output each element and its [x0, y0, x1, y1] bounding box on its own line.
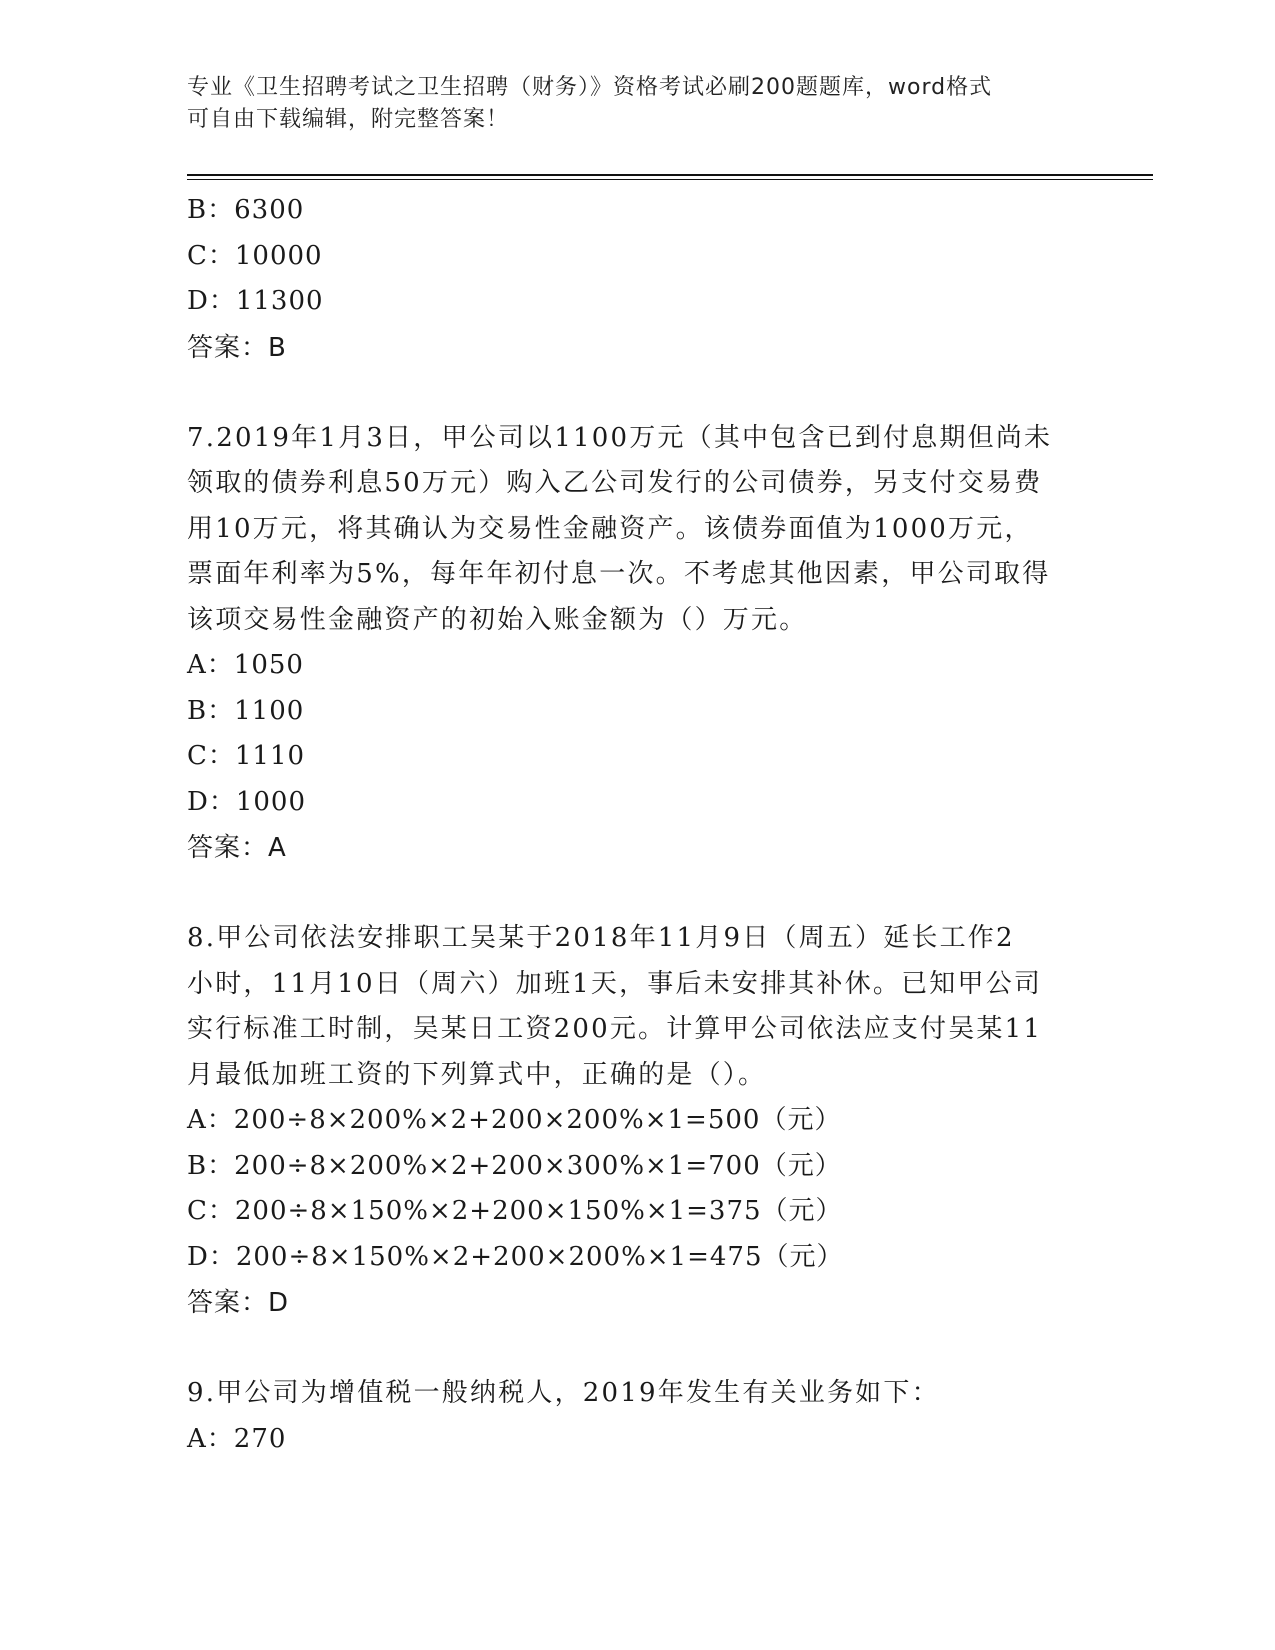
option-c: C：200÷8×150%×2+200×150%×1=375（元） [187, 1196, 843, 1226]
header-rule-thin [187, 179, 1153, 180]
question-9 [187, 1371, 1087, 1462]
option-a: A：270 [187, 1423, 287, 1454]
question-stem [187, 1371, 1087, 1417]
question-list [187, 188, 1087, 1462]
answer-line: 答案：B [187, 332, 287, 363]
header-rule-thick [187, 174, 1153, 176]
option-b: B：200÷8×200%×2+200×300%×1=700（元） [187, 1150, 842, 1181]
question-6-tail [187, 188, 1087, 371]
question-gap [187, 871, 1087, 916]
header-line-1: 专业《卫生招聘考试之卫生招聘（财务）》资格考试必刷200题题库，word格式 [187, 75, 993, 100]
answer-line: 答案：A [187, 833, 287, 863]
stem-line: 用10万元，将其确认为交易性金融资产。该债券面值为1000万元， [187, 513, 1033, 544]
option-a: A：200÷8×200%×2+200×200%×1=500（元） [187, 1105, 842, 1135]
question-8 [187, 916, 1087, 1326]
stem-line: 实行标准工时制，吴某日工资200元。计算甲公司依法应支付吴某11 [187, 1014, 1043, 1044]
stem-line: 月最低加班工资的下列算式中，正确的是（）。 [187, 1059, 767, 1090]
answer-line: 答案：D [187, 1288, 290, 1318]
option-c: C：1110 [187, 741, 306, 771]
option-b: B：1100 [187, 695, 305, 726]
question-stem [187, 916, 1087, 1098]
stem-line: 9.甲公司为增值税一般纳税人，2019年发生有关业务如下： [187, 1378, 940, 1408]
option-b: B：6300 [187, 195, 305, 225]
question-gap [187, 371, 1087, 416]
option-a: A：1050 [187, 650, 304, 680]
option-d: D：200÷8×150%×2+200×200%×1=475（元） [187, 1241, 844, 1272]
option-c: C：10000 [187, 240, 323, 271]
option-d: D：1000 [187, 786, 307, 817]
document-header [187, 72, 1067, 136]
stem-line: 小时，11月10日（周六）加班1天，事后未安排其补休。已知甲公司 [187, 968, 1043, 999]
option-d: D：11300 [187, 286, 324, 316]
question-7 [187, 416, 1087, 872]
question-stem [187, 416, 1087, 644]
stem-line: 该项交易性金融资产的初始入账金额为（）万元。 [187, 604, 808, 635]
stem-line: 领取的债券利息50万元）购入乙公司发行的公司债券，另支付交易费 [187, 468, 1043, 498]
header-line-2: 可自由下载编辑，附完整答案！ [187, 107, 510, 132]
stem-line: 票面年利率为5%，每年年初付息一次。不考虑其他因素，甲公司取得 [187, 559, 1051, 589]
stem-line: 8.甲公司依法安排职工吴某于2018年11月9日（周五）延长工作2 [187, 923, 1015, 953]
stem-line: 7.2019年1月3日，甲公司以1100万元（其中包含已到付息期但尚未 [187, 422, 1053, 453]
question-gap [187, 1326, 1087, 1371]
